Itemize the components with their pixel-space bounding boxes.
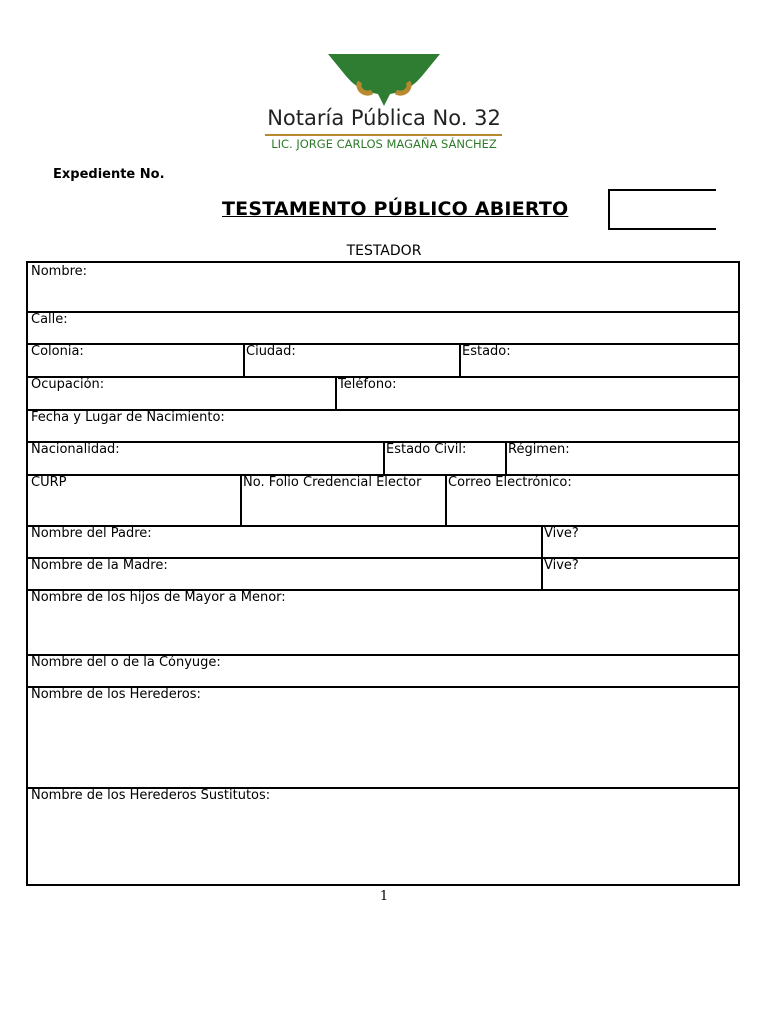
field-curp[interactable]: CURP [28, 474, 242, 525]
row-herederos [28, 686, 738, 789]
row-calle [28, 311, 738, 345]
field-correo[interactable]: Correo Electrónico: [448, 475, 572, 490]
field-nacionalidad[interactable]: Nacionalidad: [28, 441, 385, 474]
field-vive-padre[interactable]: Vive? [544, 526, 579, 541]
logo-divider [265, 134, 502, 136]
field-ciudad[interactable]: Ciudad: [243, 343, 461, 376]
bull-emblem-icon [262, 50, 506, 108]
field-calle[interactable]: Calle: [31, 312, 68, 327]
field-estado[interactable]: Estado: [462, 344, 511, 359]
expediente-number-box[interactable] [608, 189, 716, 230]
field-herederos[interactable]: Nombre de los Herederos: [31, 687, 201, 702]
field-ocupacion[interactable]: Ocupación: [28, 376, 337, 409]
row-herederos-sustitutos [28, 787, 738, 884]
field-telefono[interactable]: Teléfono: [338, 377, 397, 392]
row-nacimiento [28, 409, 738, 443]
field-hijos[interactable]: Nombre de los hijos de Mayor a Menor: [31, 590, 286, 605]
field-nombre[interactable]: Nombre: [31, 264, 88, 279]
field-estado-civil[interactable]: Estado Civil: [383, 441, 507, 474]
field-nombre-madre[interactable]: Nombre de la Madre: [28, 557, 543, 589]
page-number: 1 [379, 889, 389, 904]
expediente-label: Expediente No. [53, 167, 165, 182]
row-conyuge [28, 654, 738, 688]
row-padre [28, 525, 738, 559]
document-title: TESTAMENTO PÚBLICO ABIERTO [222, 198, 569, 220]
section-label-testador: TESTADOR [346, 243, 422, 259]
row-ocupacion [28, 376, 738, 411]
testador-form [26, 261, 740, 886]
field-fecha-lugar-nacimiento[interactable]: Fecha y Lugar de Nacimiento: [31, 410, 225, 425]
row-madre [28, 557, 738, 591]
logo-subtitle: LIC. JORGE CARLOS MAGAÑA SÁNCHEZ [271, 137, 497, 151]
row-colonia [28, 343, 738, 378]
field-conyuge[interactable]: Nombre del o de la Cónyuge: [31, 655, 221, 670]
field-herederos-sustitutos[interactable]: Nombre de los Herederos Sustitutos: [31, 788, 271, 803]
field-regimen[interactable]: Régimen: [508, 442, 570, 457]
row-hijos [28, 589, 738, 656]
notaria-logo [262, 50, 506, 154]
field-colonia[interactable]: Colonia: [28, 343, 245, 376]
logo-title: Notaría Pública No. 32 [267, 106, 501, 130]
field-folio-credencial[interactable]: No. Folio Credencial Elector [240, 474, 447, 525]
row-nacionalidad [28, 441, 738, 476]
row-nombre [28, 263, 738, 313]
field-vive-madre[interactable]: Vive? [544, 558, 579, 573]
row-curp [28, 474, 738, 527]
field-nombre-padre[interactable]: Nombre del Padre: [28, 525, 543, 557]
